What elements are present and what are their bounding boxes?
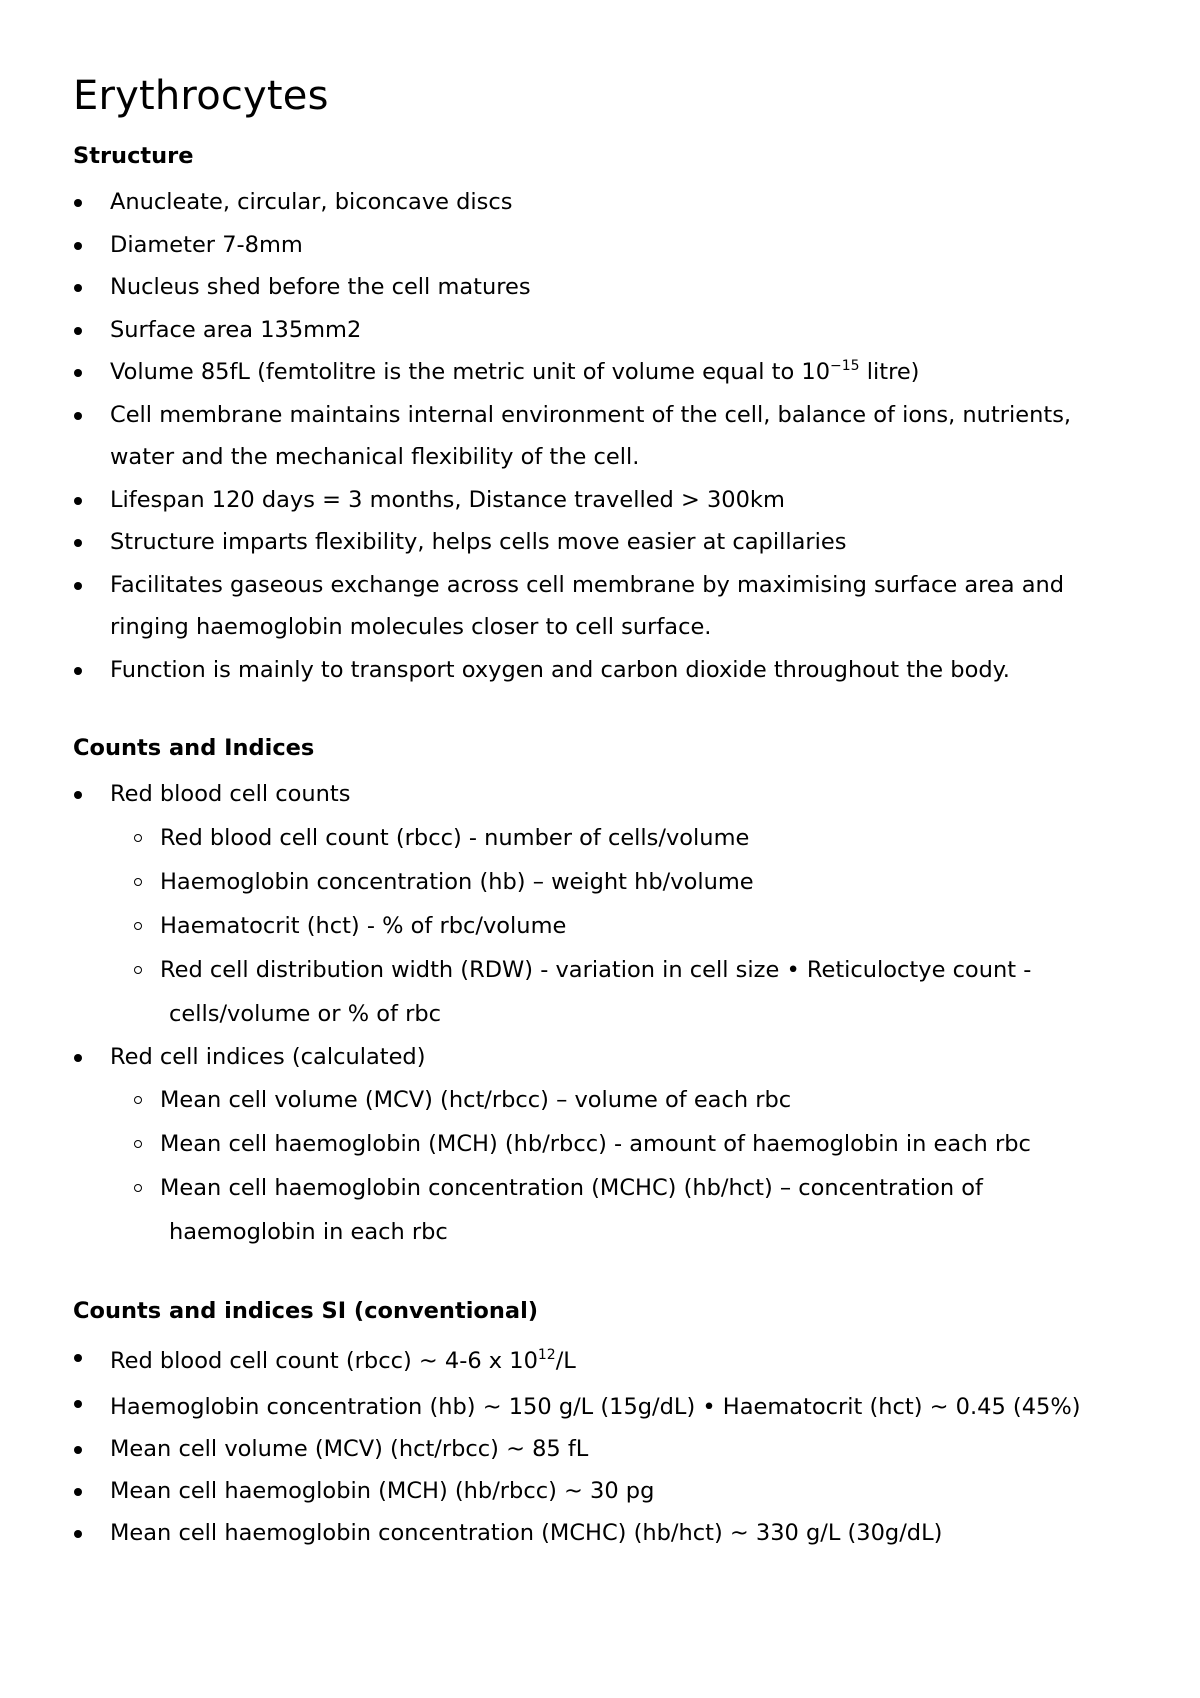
- bullet-icon: [74, 582, 82, 590]
- list-item: Cell membrane maintains internal environment of the cell, balance of ions, nutrients, water and the mechanical flexibility of the cell.: [73, 394, 1130, 479]
- bullet-icon: [74, 199, 82, 207]
- circle-bullet-icon: [134, 1184, 142, 1192]
- bullet-icon: [74, 791, 82, 799]
- bullet-icon: [74, 1054, 82, 1062]
- bullet-icon: [74, 1354, 82, 1362]
- superscript: 12: [537, 1347, 556, 1363]
- bullet-icon: [74, 412, 82, 420]
- bullet-icon: [74, 667, 82, 675]
- circle-bullet-icon: [134, 1140, 142, 1148]
- sub-list: [102, 816, 1130, 1036]
- bullet-icon: [74, 284, 82, 292]
- list-item: Structure imparts flexibility, helps cells move easier at capillaries: [73, 521, 1130, 564]
- list-item: Mean cell volume (MCV) (hct/rbcc) ~ 85 fL: [73, 1428, 1130, 1470]
- sub-list-item: Mean cell volume (MCV) (hct/rbcc) – volume of each rbc: [102, 1078, 1130, 1122]
- si-heading: Counts and indices SI (conventional): [73, 1298, 539, 1324]
- si-list: [73, 1336, 1130, 1554]
- si-section: [73, 1295, 1130, 1554]
- sub-list-item: Haemoglobin concentration (hb) – weight hb/volume: [102, 860, 1130, 904]
- bullet-icon: [74, 497, 82, 505]
- list-item: Nucleus shed before the cell matures: [73, 266, 1130, 309]
- counts-section: [73, 732, 1130, 1254]
- list-item: Red blood cell counts Red blood cell count (rbcc) - number of cells/volume Haemoglobin concentration (hb) – weight hb/volume Haematocrit (hct) - % of rbc/volume Red cell distribution width (RDW) - variation in cell size • Reticuloctye count - cells/volume or % of rbc: [73, 773, 1130, 1036]
- counts-list: [73, 773, 1130, 1254]
- list-item: Function is mainly to transport oxygen and carbon dioxide throughout the body.: [73, 649, 1130, 692]
- circle-bullet-icon: [134, 966, 142, 974]
- structure-heading: Structure: [73, 143, 194, 169]
- bullet-icon: [74, 1400, 82, 1408]
- list-item: Surface area 135mm2: [73, 309, 1130, 352]
- circle-bullet-icon: [134, 878, 142, 886]
- list-item: Volume 85fL (femtolitre is the metric unit of volume equal to $10^{-15}$ litre): [73, 351, 1130, 394]
- circle-bullet-icon: [134, 834, 142, 842]
- list-item: Mean cell haemoglobin (MCH) (hb/rbcc) ~ 30 pg: [73, 1470, 1130, 1512]
- list-item: Lifespan 120 days = 3 months, Distance travelled > 300km: [73, 479, 1130, 522]
- sub-list-item: Haematocrit (hct) - % of rbc/volume: [102, 904, 1130, 948]
- list-item: Red cell indices (calculated) Mean cell volume (MCV) (hct/rbcc) – volume of each rbc Mean cell haemoglobin (MCH) (hb/rbcc) - amount of haemoglobin in each rbc Mean cell haemoglobin concentration (MCHC) (hb/hct) – concentration of haemoglobin in each rbc: [73, 1036, 1130, 1255]
- list-item: Diameter 7-8mm: [73, 224, 1130, 267]
- bullet-icon: [74, 1488, 82, 1496]
- sub-list-item: Mean cell haemoglobin concentration (MCHC) (hb/hct) – concentration of haemoglobin in each rbc: [102, 1166, 1130, 1254]
- bullet-icon: [74, 539, 82, 547]
- list-item: Facilitates gaseous exchange across cell membrane by maximising surface area and ringing haemoglobin molecules closer to cell surface.: [73, 564, 1130, 649]
- sub-list: [102, 1078, 1130, 1254]
- counts-heading: Counts and Indices: [73, 735, 315, 761]
- list-item: Red blood cell count (rbcc) ~ 4-6 x $10^{12}/L$: [73, 1336, 1130, 1382]
- sub-list-item: Red cell distribution width (RDW) - variation in cell size • Reticuloctye count - cells/volume or % of rbc: [102, 948, 1130, 1036]
- list-item: Mean cell haemoglobin concentration (MCHC) (hb/hct) ~ 330 g/L (30g/dL): [73, 1512, 1130, 1554]
- sub-list-item: Red blood cell count (rbcc) - number of cells/volume: [102, 816, 1130, 860]
- sub-list-item: Mean cell haemoglobin (MCH) (hb/rbcc) - amount of haemoglobin in each rbc: [102, 1122, 1130, 1166]
- circle-bullet-icon: [134, 1096, 142, 1104]
- bullet-icon: [74, 327, 82, 335]
- page-title: Erythrocytes: [73, 73, 329, 119]
- structure-list: [73, 181, 1130, 691]
- bullet-icon: [74, 242, 82, 250]
- bullet-icon: [74, 1446, 82, 1454]
- bullet-icon: [74, 1530, 82, 1538]
- superscript: −15: [830, 358, 860, 374]
- list-item: Anucleate, circular, biconcave discs: [73, 181, 1130, 224]
- circle-bullet-icon: [134, 922, 142, 930]
- bullet-icon: [74, 369, 82, 377]
- list-item: Haemoglobin concentration (hb) ~ 150 g/L (15g/dL) • Haematocrit (hct) ~ 0.45 (45%): [73, 1382, 1130, 1428]
- structure-section: [73, 140, 1130, 691]
